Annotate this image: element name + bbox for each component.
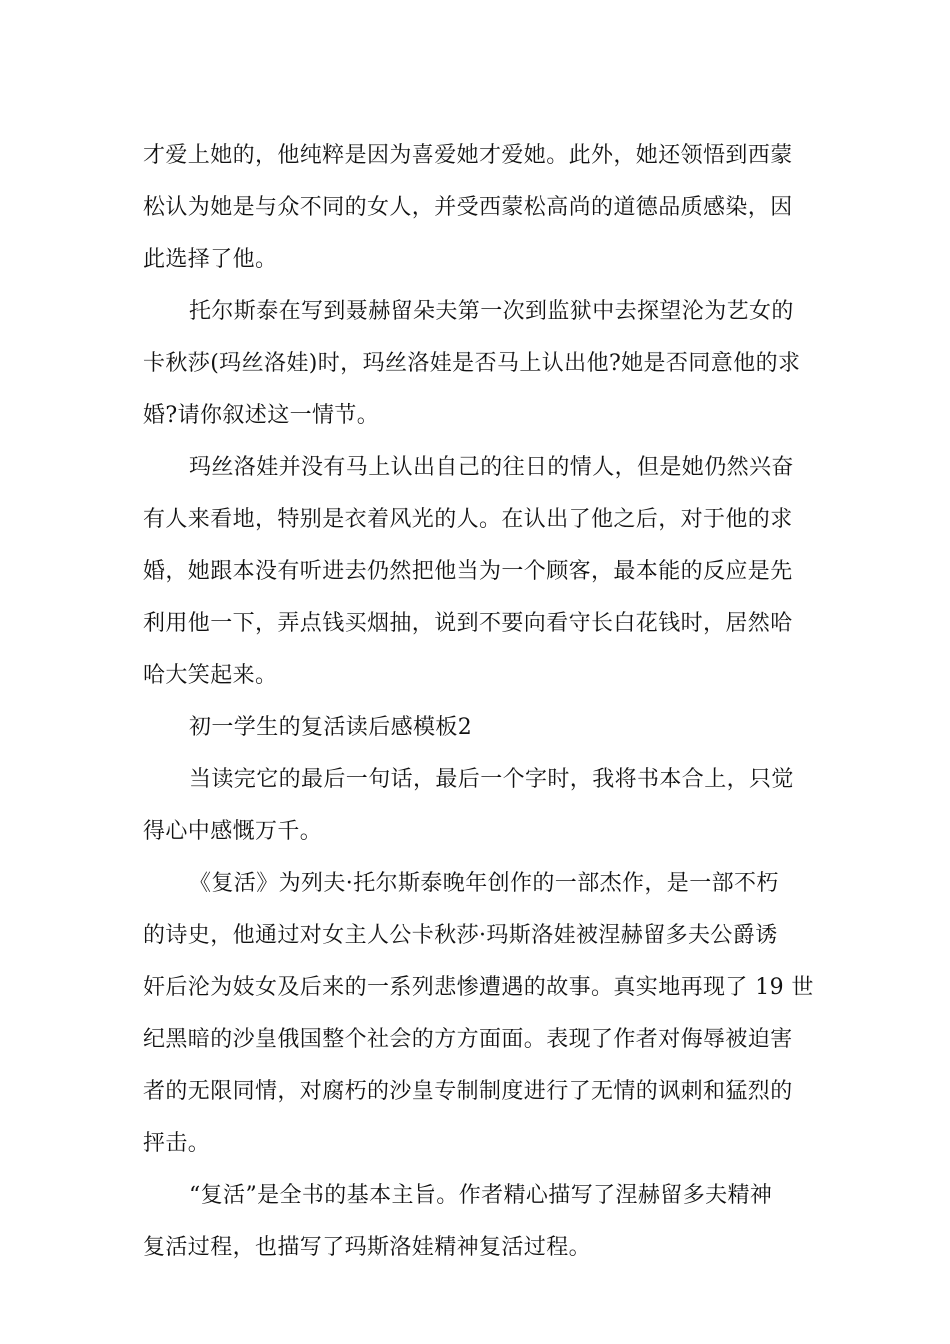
paragraph-first-line: 当读完它的最后一句话，最后一个字时，我将书本合上，只觉 bbox=[189, 767, 794, 792]
text-line: 卡秋莎(玛丝洛娃)时，玛丝洛娃是否马上认出他?她是否同意他的求 bbox=[143, 351, 801, 376]
paragraph-first-line: 《复活》为列夫·托尔斯泰晚年创作的一部杰作，是一部不朽 bbox=[189, 871, 779, 896]
text-line: 才爱上她的，他纯粹是因为喜爱她才爱她。此外，她还领悟到西蒙 bbox=[143, 143, 793, 168]
text-line: 复活过程，也描写了玛斯洛娃精神复活过程。 bbox=[143, 1235, 592, 1260]
text-line: 婚，她跟本没有听进去仍然把他当为一个顾客，最本能的反应是先 bbox=[143, 559, 793, 584]
text-line: 者的无限同情，对腐朽的沙皇专制制度进行了无情的讽刺和猛烈的 bbox=[143, 1079, 793, 1104]
text-line: 纪黑暗的沙皇俄国整个社会的方方面面。表现了作者对侮辱被迫害 bbox=[143, 1027, 793, 1052]
text-line: 得心中感慨万千。 bbox=[143, 819, 323, 844]
text-line: 哈大笑起来。 bbox=[143, 663, 278, 688]
text-line: 此选择了他。 bbox=[143, 247, 278, 272]
text-line: 松认为她是与众不同的女人，并受西蒙松高尚的道德品质感染，因 bbox=[143, 195, 793, 220]
text-line: 有人来看地，特别是衣着风光的人。在认出了他之后，对于他的求 bbox=[143, 507, 793, 532]
paragraph-first-line: “复活”是全书的基本主旨。作者精心描写了涅赫留多夫精神 bbox=[189, 1183, 773, 1208]
paragraph-first-line: 托尔斯泰在写到聂赫留朵夫第一次到监狱中去探望沦为艺女的 bbox=[189, 299, 794, 324]
document-body bbox=[143, 130, 814, 1274]
text-line: 抨击。 bbox=[143, 1131, 211, 1156]
text-line: 奸后沦为妓女及后来的一系列悲惨遭遇的故事。真实地再现了 19 世 bbox=[143, 975, 814, 1000]
text-line: 利用他一下，弄点钱买烟抽，说到不要向看守长白花钱时，居然哈 bbox=[143, 611, 793, 636]
text-line: 婚?请你叙述这一情节。 bbox=[143, 403, 380, 428]
paragraph-first-line: 玛丝洛娃并没有马上认出自己的往日的情人，但是她仍然兴奋 bbox=[189, 455, 794, 480]
text-line: 的诗史，他通过对女主人公卡秋莎·玛斯洛娃被涅赫留多夫公爵诱 bbox=[143, 923, 778, 948]
section-heading: 初一学生的复活读后感模板2 bbox=[189, 715, 473, 740]
